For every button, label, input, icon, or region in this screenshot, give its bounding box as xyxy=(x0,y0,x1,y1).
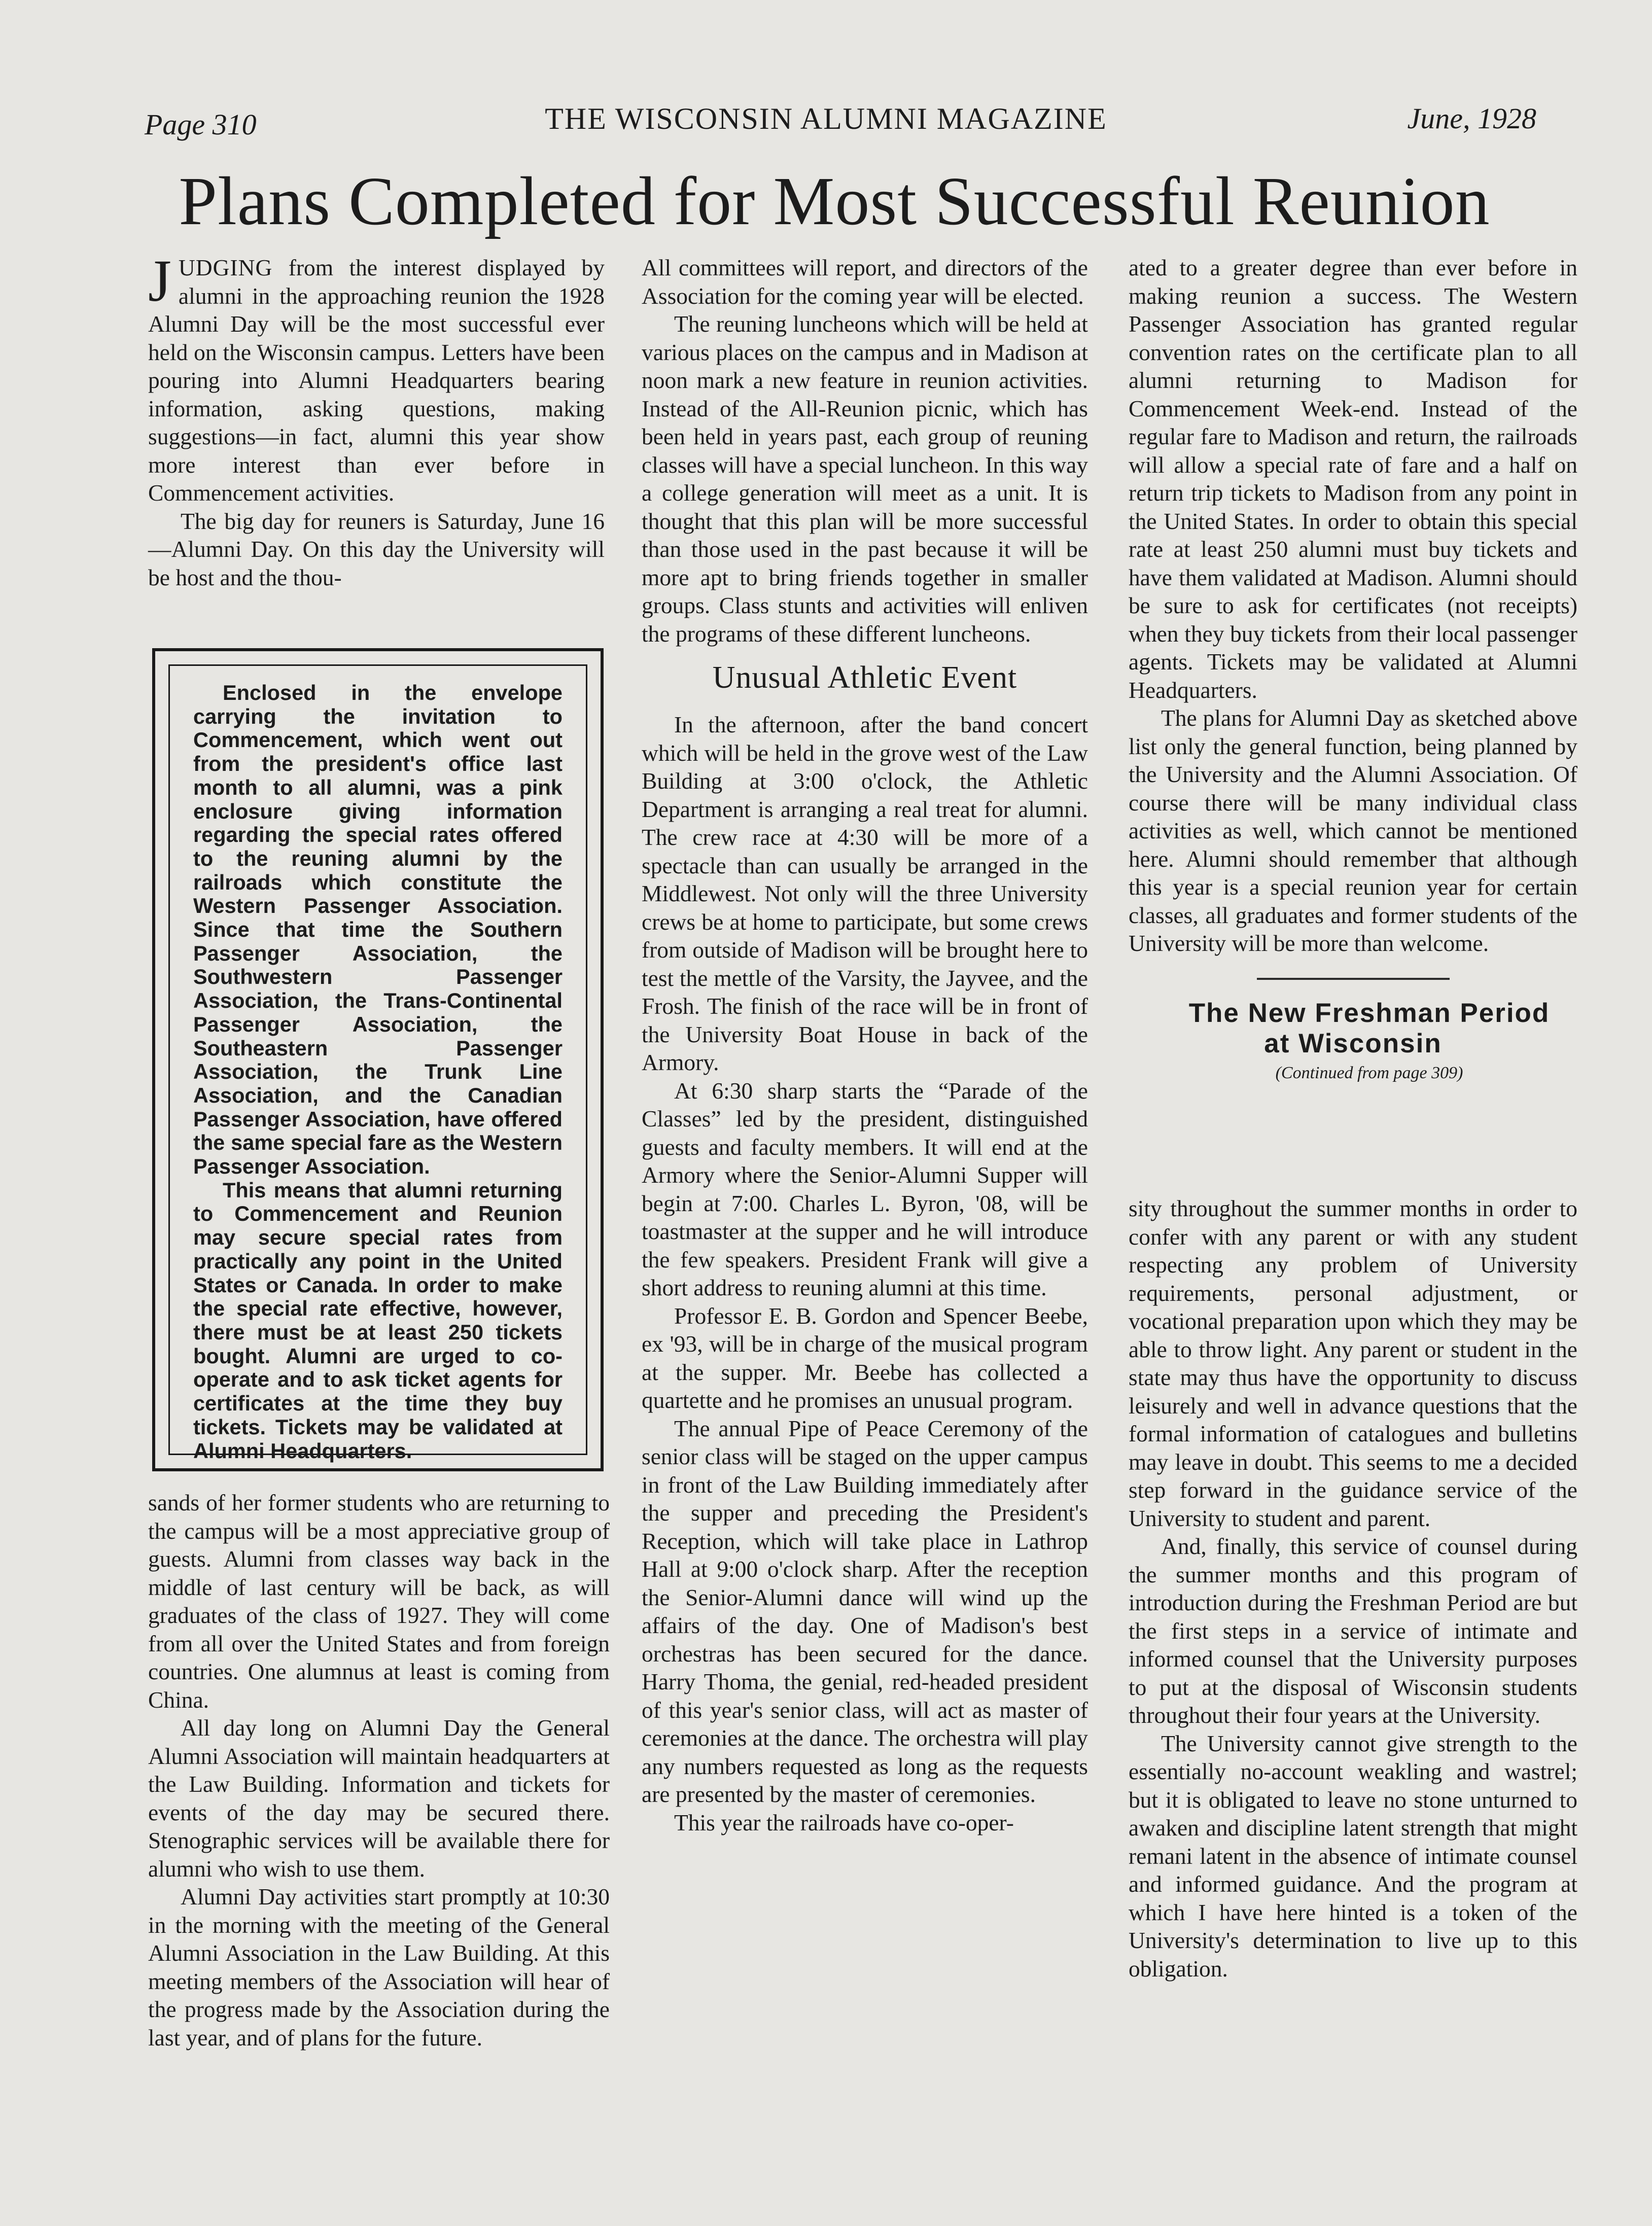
paragraph: In the afternoon, after the band concert which will be held in the grove west of the Law Building at 3:00 o'clock, the Athletic Department is arranging a real treat for alumni. The crew race at 4:30 will be more of a spectacle than can usually be arranged in the Middlewest. Not only will the three University crews be at home to participate, but some crews from outside of Madison will be brought here to test the mettle of the Varsity, the Jayvee, and the Frosh. The finish of the race will be in front of the University Boat House in back of the Armory. xyxy=(642,712,1088,1075)
column-3-bottom xyxy=(1129,1194,1577,1983)
notice-paragraph: Enclosed in the envelope carrying the invitation to Commencement, which went out from the president's office last month to all alumni, was a pink enclosure giving information regarding the special rates offered to the reuning alumni by the railroads which constitute the Western Passenger Association. Since that time the Southern Passenger Association, the Southwestern Passenger Association, the Trans-Continental Passenger Association, the Southeastern Passenger Association, the Trunk Line Association, and the Canadian Passenger Association, have offered the same special fare as the Western Passenger Association. xyxy=(193,681,563,1179)
paragraph: sity throughout the summer months in order to confer with any parent or with any student respecting any problem of University requirements, personal adjustment, or vocational preparation upon which they may be able to throw light. Any parent or student in the state may thus have the opportunity to discuss leisurely and well in advance questions that the formal information of catalogues and bulletins may leave in doubt. This seems to me a decided step forward in the guidance service of the University to student and parent. xyxy=(1129,1195,1577,1531)
paragraph: And, finally, this service of counsel during the summer months and this program of introduction during the Freshman Period are but the first steps in a service of intimate and informed counsel that the University purposes to put at the disposal of Wisconsin students throughout their four years at the University. xyxy=(1129,1533,1577,1728)
column-1-top xyxy=(148,248,605,591)
paragraph: Professor E. B. Gordon and Spencer Beebe, ex '93, will be in charge of the musical program at the supper. Mr. Beebe has collected a quartette and he promises an unusual program. xyxy=(642,1302,1088,1413)
paragraph: At 6:30 sharp starts the “Parade of the Classes” led by the president, distinguished guests and faculty members. It will end at the Armory where the Senior-Alumni Supper will begin at 7:00. Charles L. Byron, '08, will be toastmaster at the supper and he will introduce the few speakers. President Frank will give a short address to reuning alumni at this time. xyxy=(642,1077,1088,1300)
paragraph-text: from the interest displayed by alumni in the approaching reunion the 1928 Alumni Day will be the most successful ever held on the Wisconsin campus. Letters have been pouring into Alumni Headquarters bearing information, asking questions, making suggestions—in fact, alumni this year show more interest than ever before in Commencement activities. xyxy=(148,255,605,506)
issue-date: June, 1928 xyxy=(1407,102,1536,135)
paragraph: This year the railroads have co-oper- xyxy=(674,1809,1014,1835)
paragraph: Alumni Day activities start promptly at 10:30 in the morning with the meeting of the General Alumni Association in the Law Building. At this meeting members of the Association will hear of the progress made by the Association during the last year, and of plans for the future. xyxy=(148,1884,610,2051)
drop-cap: J xyxy=(148,248,171,314)
paragraph: The University cannot give strength to the essentially no-account weakling and wastrel; but it is obligated to leave no stone unturned to awaken and discipline latent strength that might remani latent in the absence of intimate counsel and informed guidance. And the program at which I have here hinted is a token of the University's determination to live up to this obligation. xyxy=(1129,1730,1577,1982)
section-subhead: Unusual Athletic Event xyxy=(712,660,1017,695)
continuation-note: (Continued from page 309) xyxy=(1275,1063,1463,1082)
title-line: at Wisconsin xyxy=(1264,1028,1442,1058)
article-headline: Plans Completed for Most Successful Reunion xyxy=(179,163,1490,239)
freshman-period-title xyxy=(1129,998,1577,1059)
title-line: The New Freshman Period xyxy=(1188,998,1550,1028)
paragraph: The reuning luncheons which will be held at various places on the campus and in Madison at noon mark a new feature in reunion activities. Instead of the All-Reunion picnic, which has been held in years past, each group of reuning classes will have a special luncheon. In this way a college generation will meet as a unit. It is thought that this plan will be more successful than those used in the past because it will be more apt to bring friends together in smaller groups. Class stunts and activities will enliven the programs of these different luncheons. xyxy=(642,311,1088,647)
paragraph: ated to a greater degree than ever before in making reunion a success. The Western Passenger Association has granted regular convention rates on the certificate plan to all alumni returning to Madison for Commencement Week-end. Instead of the regular fare to Madison and return, the railroads will allow a special rate of fare and a half on return trip tickets to Madison from any point in the United States. In order to obtain this special rate at least 250 alumni must buy tickets and have them validated at Madison. Alumni should be sure to ask for certificates (not receipts) when they buy tickets from their local passenger agents. Tickets may be validated at Alumni Headquarters. xyxy=(1129,255,1577,703)
rail-fare-notice-box xyxy=(152,648,604,1471)
column-2 xyxy=(642,254,1088,1836)
section-divider xyxy=(1257,978,1450,980)
page-number: Page 310 xyxy=(145,108,257,141)
notice-inner-frame xyxy=(168,664,587,1463)
paragraph xyxy=(148,248,605,507)
paragraph: All committees will report, and directors of the Association for the coming year will be elected. xyxy=(642,255,1088,309)
paragraph: The plans for Alumni Day as sketched above list only the general function, being planned by the University and the Alumni Association. Of course there will be many individual class activities as well, which cannot be mentioned here. Alumni should remember that although this year is a special reunion year for certain classes, all graduates and former students of the University will be more than welcome. xyxy=(1129,705,1577,956)
paragraph: sands of her former students who are returning to the campus will be a most appreciative group of guests. Alumni from classes way back in the middle of last century will be back, as will graduates of the class of 1927. They will come from all over the United States and from foreign countries. One alumnus at least is coming from China. xyxy=(148,1490,610,1713)
notice-paragraph: This means that alumni returning to Commencement and Reunion may secure special rates from practically any point in the United States or Canada. In order to make the special rate effective, however, there must be at least 250 tickets bought. Alumni are urged to co-operate and to ask ticket agents for certificates at the time they buy tickets. Tickets may be validated at Alumni Headquarters. xyxy=(193,1178,563,1463)
paragraph: The big day for reuners is Saturday, June 16—Alumni Day. On this day the University will be host and the thou- xyxy=(148,508,605,590)
running-head xyxy=(0,101,1652,142)
paragraph: The annual Pipe of Peace Ceremony of the senior class will be staged on the upper campus in front of the Law Building immediately after the supper and preceding the President's Reception, which will take place in Lathrop Hall at 9:00 o'clock sharp. After the reception the Senior-Alumni dance will wind up the affairs of the day. One of Madison's best orchestras has been secured for the dance. Harry Thoma, the genial, red-headed president of this year's senior class, will act as master of ceremonies at the dance. The orchestra will play any numbers requested as long as the requests are presented by the master of ceremonies. xyxy=(642,1415,1088,1807)
paragraph: All day long on Alumni Day the General Alumni Association will maintain headquarters at the Law Building. Information and tickets for events of the day may be secured there. Stenographic services will be available there for alumni who wish to use them. xyxy=(148,1715,610,1882)
column-3-top xyxy=(1129,254,1577,1087)
magazine-title: THE WISCONSIN ALUMNI MAGAZINE xyxy=(545,102,1107,135)
column-1-bottom xyxy=(148,1489,610,2052)
lead-in-caps: UDGING xyxy=(178,255,273,280)
